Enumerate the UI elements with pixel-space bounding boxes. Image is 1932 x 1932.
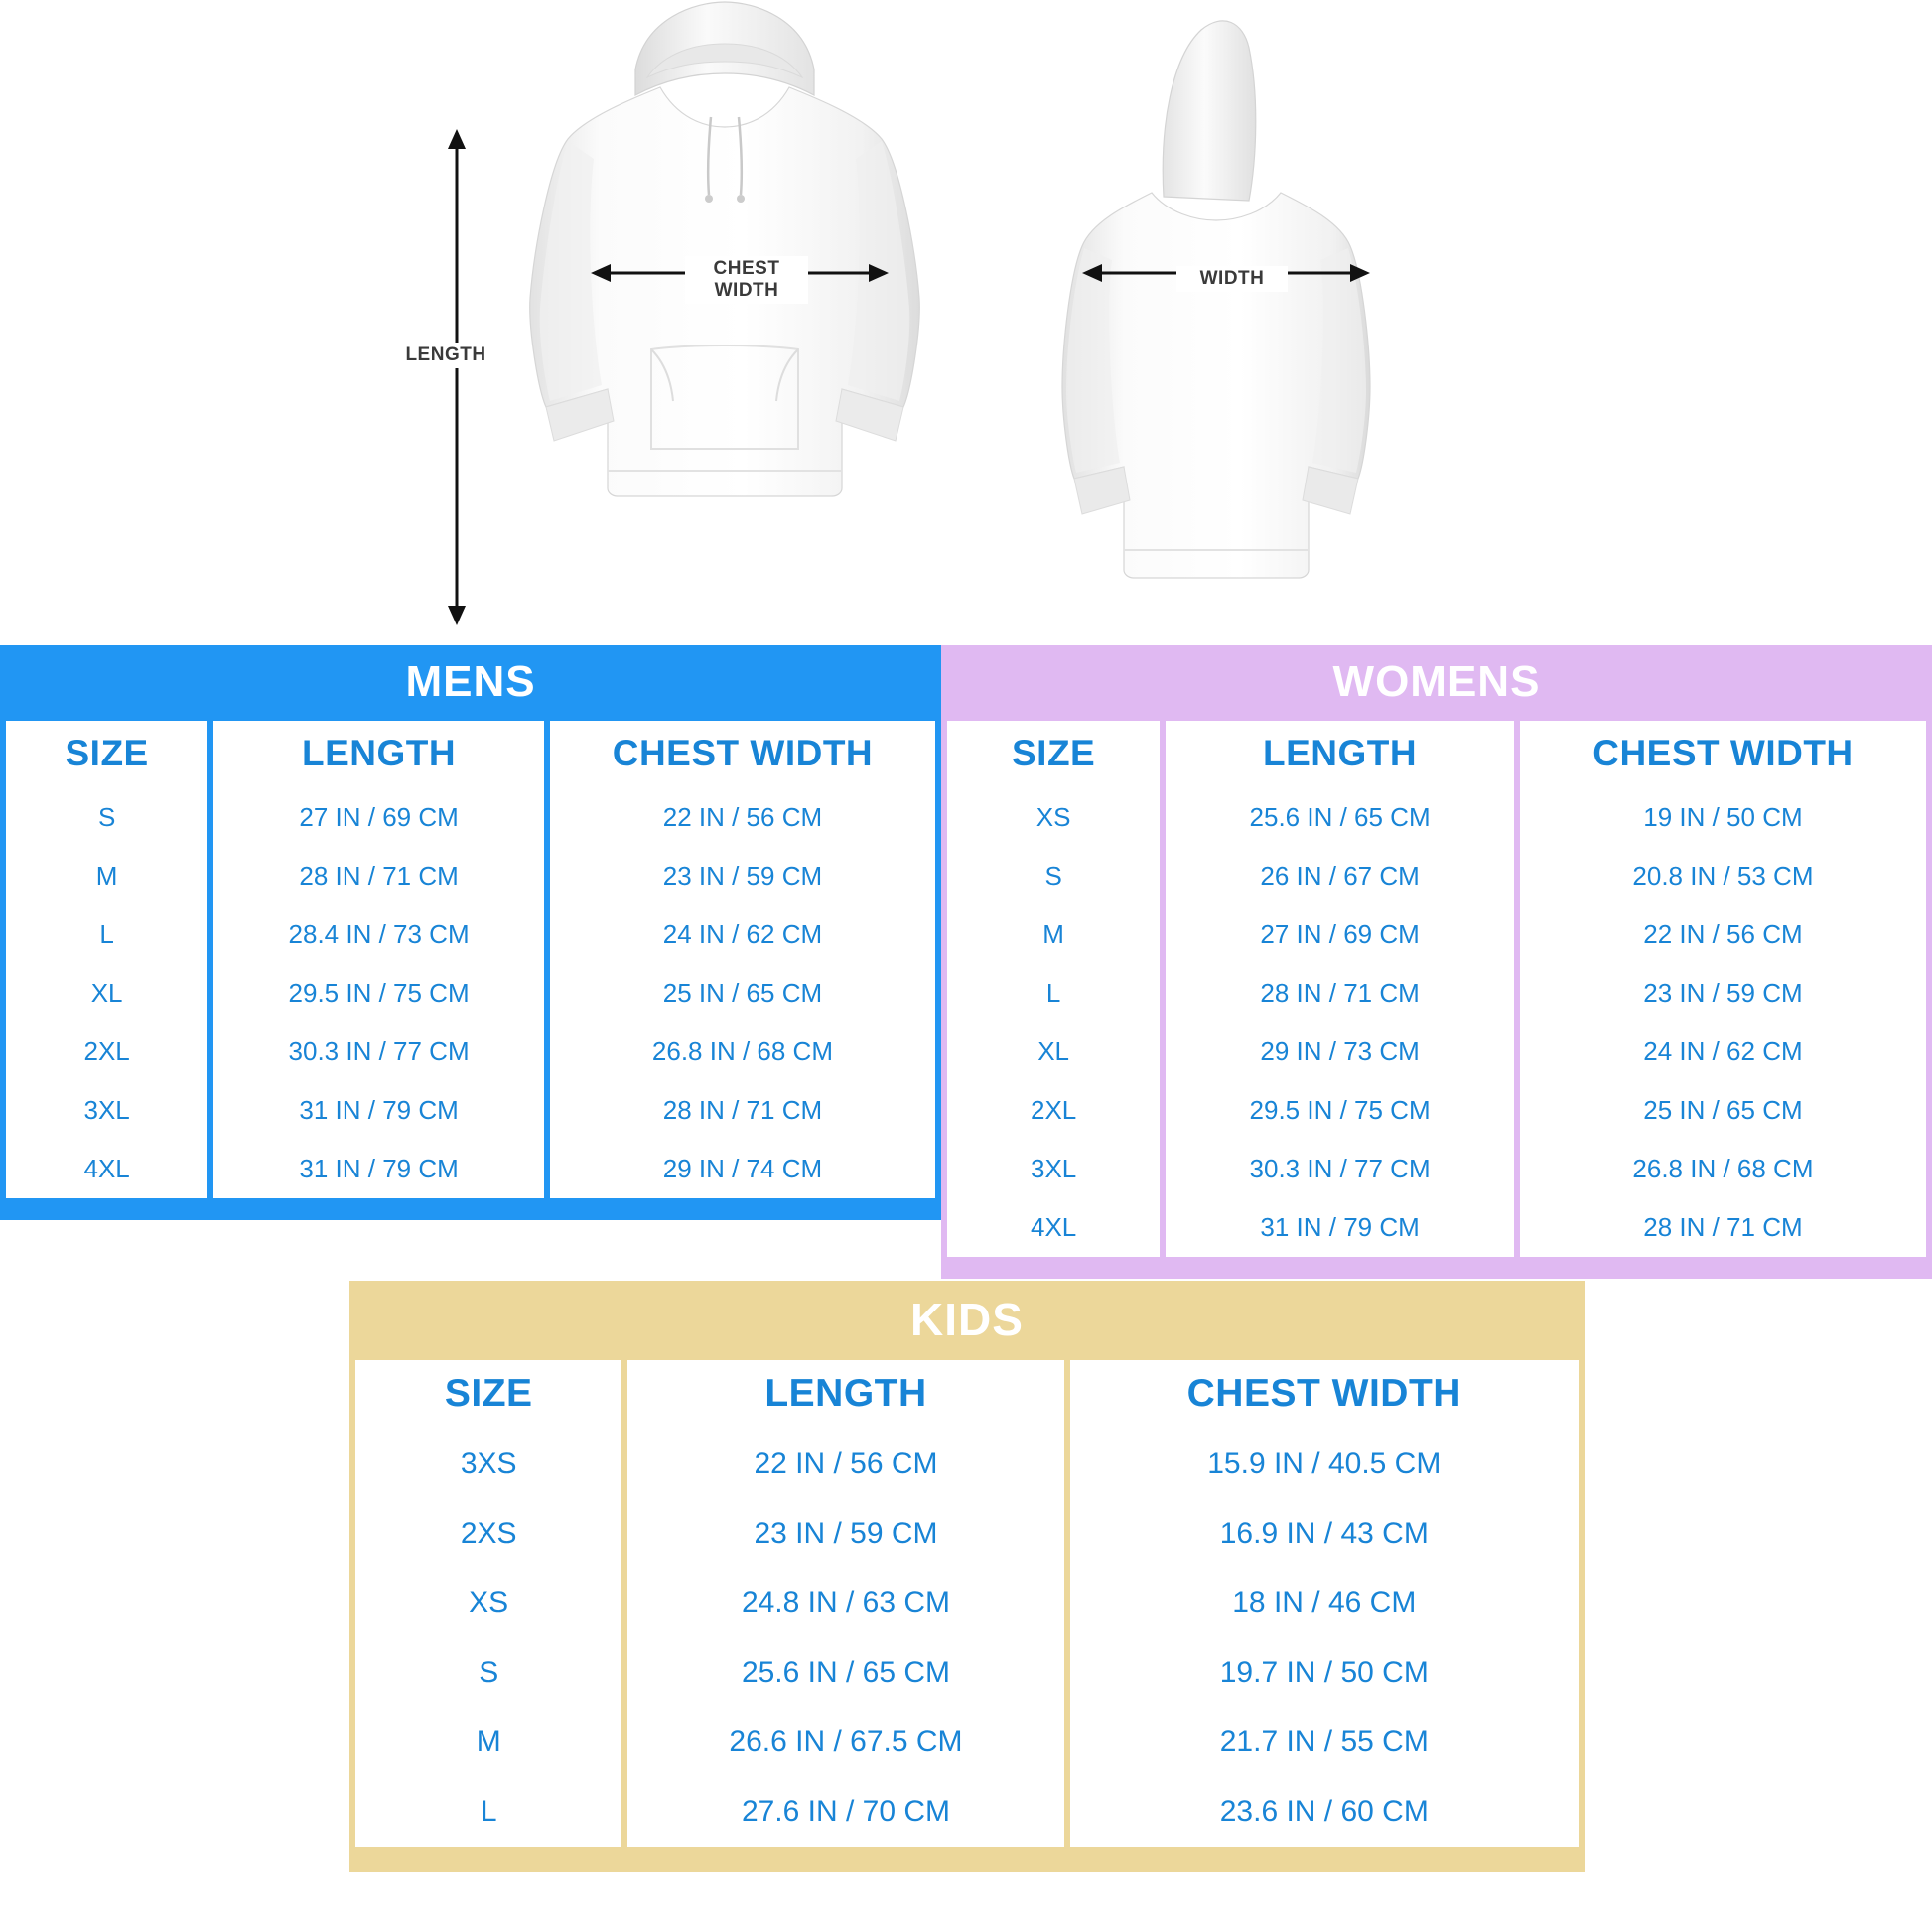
table-row bbox=[947, 1140, 1926, 1198]
table-row bbox=[947, 1023, 1926, 1081]
cell-length: 26 IN / 67 CM bbox=[1166, 847, 1514, 905]
table-row bbox=[6, 847, 935, 905]
hoodie-back-image bbox=[1052, 18, 1380, 638]
cell-chest-width: 29 IN / 74 CM bbox=[550, 1140, 935, 1198]
cell-length: 30.3 IN / 77 CM bbox=[1166, 1140, 1514, 1198]
table-row bbox=[355, 1777, 1579, 1847]
cell-size: 3XL bbox=[6, 1081, 207, 1140]
length-arrow bbox=[437, 129, 477, 625]
cell-chest-width: 28 IN / 71 CM bbox=[550, 1081, 935, 1140]
cell-chest-width: 19.7 IN / 50 CM bbox=[1070, 1638, 1579, 1708]
cell-length: 30.3 IN / 77 CM bbox=[213, 1023, 544, 1081]
cell-length: 29.5 IN / 75 CM bbox=[213, 964, 544, 1023]
kids-title: KIDS bbox=[349, 1281, 1585, 1360]
cell-length: 29.5 IN / 75 CM bbox=[1166, 1081, 1514, 1140]
cell-length: 23 IN / 59 CM bbox=[627, 1499, 1063, 1569]
length-label: LENGTH bbox=[392, 343, 499, 368]
kids-size-table-panel bbox=[349, 1281, 1585, 1872]
cell-chest-width: 22 IN / 56 CM bbox=[1520, 905, 1926, 964]
table-row bbox=[947, 1081, 1926, 1140]
cell-chest-width: 26.8 IN / 68 CM bbox=[1520, 1140, 1926, 1198]
table-row bbox=[6, 1023, 935, 1081]
cell-chest-width: 25 IN / 65 CM bbox=[550, 964, 935, 1023]
cell-size: XS bbox=[947, 788, 1160, 847]
cell-chest-width: 23 IN / 59 CM bbox=[550, 847, 935, 905]
cell-length: 25.6 IN / 65 CM bbox=[627, 1638, 1063, 1708]
cell-length: 28 IN / 71 CM bbox=[1166, 964, 1514, 1023]
cell-size: S bbox=[6, 788, 207, 847]
cell-length: 31 IN / 79 CM bbox=[1166, 1198, 1514, 1257]
cell-chest-width: 26.8 IN / 68 CM bbox=[550, 1023, 935, 1081]
cell-length: 27 IN / 69 CM bbox=[213, 788, 544, 847]
cell-size: 4XL bbox=[947, 1198, 1160, 1257]
cell-length: 28.4 IN / 73 CM bbox=[213, 905, 544, 964]
cell-size: XL bbox=[947, 1023, 1160, 1081]
cell-length: 22 IN / 56 CM bbox=[627, 1430, 1063, 1499]
cell-chest-width: 18 IN / 46 CM bbox=[1070, 1569, 1579, 1638]
cell-chest-width: 20.8 IN / 53 CM bbox=[1520, 847, 1926, 905]
cell-length: 27.6 IN / 70 CM bbox=[627, 1777, 1063, 1847]
mens-header-size: SIZE bbox=[6, 721, 207, 788]
table-header-row bbox=[355, 1360, 1579, 1430]
cell-size: M bbox=[355, 1708, 621, 1777]
mens-header-length: LENGTH bbox=[213, 721, 544, 788]
mens-header-chest-width: CHEST WIDTH bbox=[550, 721, 935, 788]
cell-length: 27 IN / 69 CM bbox=[1166, 905, 1514, 964]
womens-header-chest-width: CHEST WIDTH bbox=[1520, 721, 1926, 788]
cell-chest-width: 28 IN / 71 CM bbox=[1520, 1198, 1926, 1257]
cell-chest-width: 22 IN / 56 CM bbox=[550, 788, 935, 847]
cell-size: S bbox=[947, 847, 1160, 905]
cell-size: L bbox=[355, 1777, 621, 1847]
table-row bbox=[355, 1499, 1579, 1569]
womens-header-size: SIZE bbox=[947, 721, 1160, 788]
womens-header-length: LENGTH bbox=[1166, 721, 1514, 788]
mens-size-table-panel bbox=[0, 645, 941, 1220]
table-row bbox=[355, 1638, 1579, 1708]
table-row bbox=[6, 1140, 935, 1198]
mens-title: MENS bbox=[0, 645, 941, 721]
cell-chest-width: 25 IN / 65 CM bbox=[1520, 1081, 1926, 1140]
cell-size: S bbox=[355, 1638, 621, 1708]
table-header-row bbox=[6, 721, 935, 788]
chest-width-label-line1: CHEST bbox=[713, 258, 780, 279]
chest-width-label-line2: WIDTH bbox=[714, 279, 779, 301]
kids-header-chest-width: CHEST WIDTH bbox=[1070, 1360, 1579, 1430]
cell-size: M bbox=[947, 905, 1160, 964]
table-row bbox=[947, 1198, 1926, 1257]
cell-length: 25.6 IN / 65 CM bbox=[1166, 788, 1514, 847]
cell-size: 3XL bbox=[947, 1140, 1160, 1198]
kids-size-table bbox=[349, 1360, 1585, 1847]
womens-size-table bbox=[941, 721, 1932, 1257]
table-row bbox=[947, 847, 1926, 905]
cell-length: 26.6 IN / 67.5 CM bbox=[627, 1708, 1063, 1777]
cell-length: 28 IN / 71 CM bbox=[213, 847, 544, 905]
cell-chest-width: 16.9 IN / 43 CM bbox=[1070, 1499, 1579, 1569]
cell-size: 2XL bbox=[6, 1023, 207, 1081]
womens-size-table-panel bbox=[941, 645, 1932, 1279]
cell-size: L bbox=[947, 964, 1160, 1023]
table-row bbox=[947, 788, 1926, 847]
womens-title: WOMENS bbox=[941, 645, 1932, 721]
table-row bbox=[6, 905, 935, 964]
kids-header-size: SIZE bbox=[355, 1360, 621, 1430]
cell-length: 24.8 IN / 63 CM bbox=[627, 1569, 1063, 1638]
chest-width-label bbox=[685, 256, 808, 304]
table-header-row bbox=[947, 721, 1926, 788]
cell-size: 2XL bbox=[947, 1081, 1160, 1140]
cell-size: 4XL bbox=[6, 1140, 207, 1198]
cell-chest-width: 19 IN / 50 CM bbox=[1520, 788, 1926, 847]
cell-size: XS bbox=[355, 1569, 621, 1638]
cell-size: M bbox=[6, 847, 207, 905]
table-row bbox=[6, 964, 935, 1023]
cell-size: 2XS bbox=[355, 1499, 621, 1569]
table-row bbox=[355, 1569, 1579, 1638]
kids-header-length: LENGTH bbox=[627, 1360, 1063, 1430]
table-row bbox=[6, 788, 935, 847]
cell-size: 3XS bbox=[355, 1430, 621, 1499]
cell-chest-width: 24 IN / 62 CM bbox=[1520, 1023, 1926, 1081]
table-row bbox=[947, 905, 1926, 964]
cell-chest-width: 24 IN / 62 CM bbox=[550, 905, 935, 964]
cell-size: XL bbox=[6, 964, 207, 1023]
cell-size: L bbox=[6, 905, 207, 964]
cell-length: 31 IN / 79 CM bbox=[213, 1140, 544, 1198]
table-row bbox=[6, 1081, 935, 1140]
cell-chest-width: 23 IN / 59 CM bbox=[1520, 964, 1926, 1023]
cell-length: 31 IN / 79 CM bbox=[213, 1081, 544, 1140]
cell-chest-width: 21.7 IN / 55 CM bbox=[1070, 1708, 1579, 1777]
mens-size-table bbox=[0, 721, 941, 1198]
table-row bbox=[947, 964, 1926, 1023]
cell-chest-width: 15.9 IN / 40.5 CM bbox=[1070, 1430, 1579, 1499]
table-row bbox=[355, 1708, 1579, 1777]
cell-length: 29 IN / 73 CM bbox=[1166, 1023, 1514, 1081]
back-width-label: WIDTH bbox=[1176, 266, 1288, 292]
hoodie-front-image bbox=[516, 0, 933, 635]
table-row bbox=[355, 1430, 1579, 1499]
cell-chest-width: 23.6 IN / 60 CM bbox=[1070, 1777, 1579, 1847]
hoodie-illustration bbox=[0, 0, 1932, 645]
